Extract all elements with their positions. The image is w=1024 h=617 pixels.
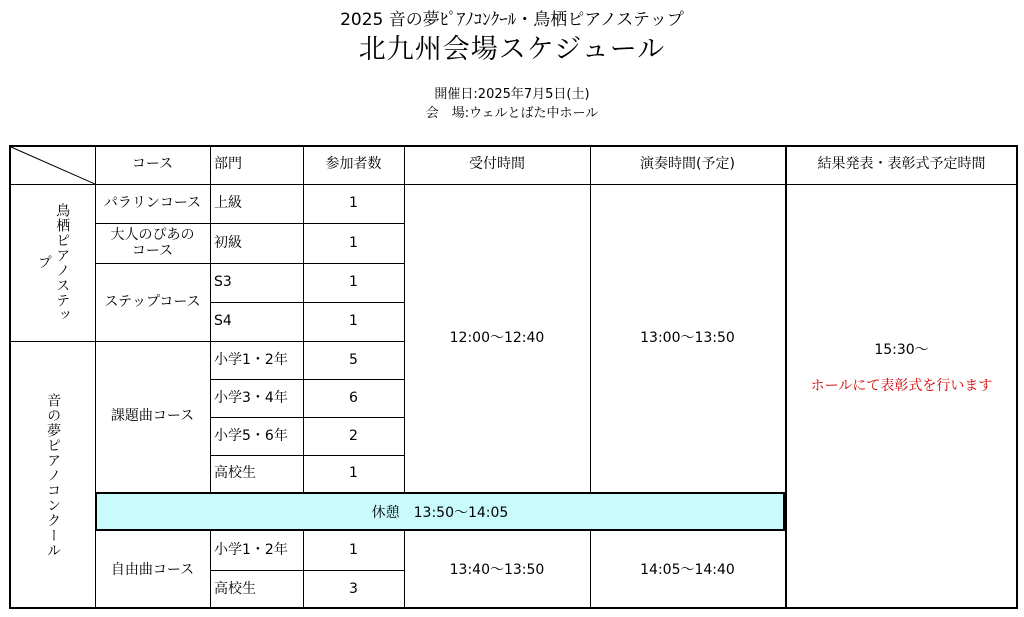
schedule-title: 北九州会場スケジュール [358, 34, 666, 65]
grid-line [9, 184, 785, 185]
grid-line [210, 379, 404, 380]
performance-time-1: 13:00～13:50 [640, 329, 735, 346]
grid-line [95, 223, 404, 224]
grid-line [9, 607, 1018, 609]
count-cell: 2 [349, 427, 358, 444]
col-header-course: コース [131, 156, 174, 173]
break-band [95, 492, 785, 531]
grid-line [9, 341, 404, 342]
grid-line [404, 531, 405, 609]
course-kadai: 課題曲コース [110, 408, 195, 425]
course-otona [95, 223, 210, 263]
col-header-reception: 受付時間 [469, 156, 525, 173]
grid-line [95, 263, 404, 264]
count-cell: 1 [349, 313, 358, 330]
group-concours-label: 音の夢ピアノコンクール [45, 392, 62, 558]
grid-line [590, 145, 591, 492]
results-note: ホールにて表彰式を行います [810, 377, 993, 394]
grid-line [210, 417, 404, 418]
group-step-label: 鳥栖ピアノステップ [36, 202, 71, 323]
grid-line [9, 145, 1018, 147]
division-cell: S3 [214, 274, 232, 291]
count-cell: 6 [349, 389, 358, 406]
course-jiyu: 自由曲コース [110, 561, 195, 578]
division-cell: S4 [214, 313, 232, 330]
course-step: ステップコース [104, 293, 201, 310]
division-cell: 小学3・4年 [214, 389, 288, 406]
grid-line [303, 531, 304, 609]
corner-diagonal [9, 145, 95, 184]
group-concours [11, 341, 95, 609]
division-cell: 初級 [214, 234, 242, 251]
grid-line [404, 145, 405, 492]
col-header-count: 参加者数 [325, 156, 382, 173]
course-paralin: パラリンコース [103, 195, 202, 212]
division-cell: 高校生 [214, 465, 256, 482]
grid-line [210, 570, 404, 571]
col-header-performance: 演奏時間(予定) [640, 156, 735, 173]
col-header-results: 結果発表・表彰式予定時間 [817, 156, 986, 173]
event-venue: 会 場:ウェルとばた中ホール [425, 106, 599, 121]
performance-time-2: 14:05～14:40 [640, 561, 735, 578]
grid-line [210, 302, 404, 303]
grid-line [785, 184, 1018, 185]
grid-line [210, 145, 211, 492]
count-cell: 1 [349, 274, 358, 291]
results-time: 15:30～ [874, 341, 929, 358]
col-header-division: 部門 [214, 156, 242, 173]
event-title: 2025 音の夢ﾋﾟｱﾉｺﾝｸｰﾙ・鳥栖ピアノステップ [340, 10, 684, 30]
grid-line [303, 145, 304, 492]
division-cell: 小学1・2年 [214, 351, 288, 368]
group-step [11, 184, 95, 341]
division-cell: 上級 [214, 195, 242, 212]
course-otona-line2: コース [131, 243, 174, 259]
grid-line [210, 531, 211, 609]
count-cell: 5 [349, 351, 358, 368]
grid-line [95, 145, 96, 609]
grid-line [210, 455, 404, 456]
grid-line [590, 531, 591, 609]
count-cell: 1 [349, 195, 358, 212]
count-cell: 3 [349, 581, 358, 598]
division-cell: 小学1・2年 [214, 542, 288, 559]
break-label: 休憩 13:50～14:05 [371, 504, 509, 521]
count-cell: 1 [349, 542, 358, 559]
reception-time-2: 13:40～13:50 [449, 561, 545, 578]
count-cell: 1 [349, 234, 358, 251]
count-cell: 1 [349, 465, 358, 482]
division-cell: 小学5・6年 [214, 427, 288, 444]
grid-line [9, 145, 11, 609]
division-cell: 高校生 [214, 581, 256, 598]
reception-time-1: 12:00～12:40 [449, 329, 545, 346]
event-date: 開催日:2025年7月5日(土) [434, 87, 590, 102]
course-otona-line1: 大人のぴあの [110, 226, 195, 243]
